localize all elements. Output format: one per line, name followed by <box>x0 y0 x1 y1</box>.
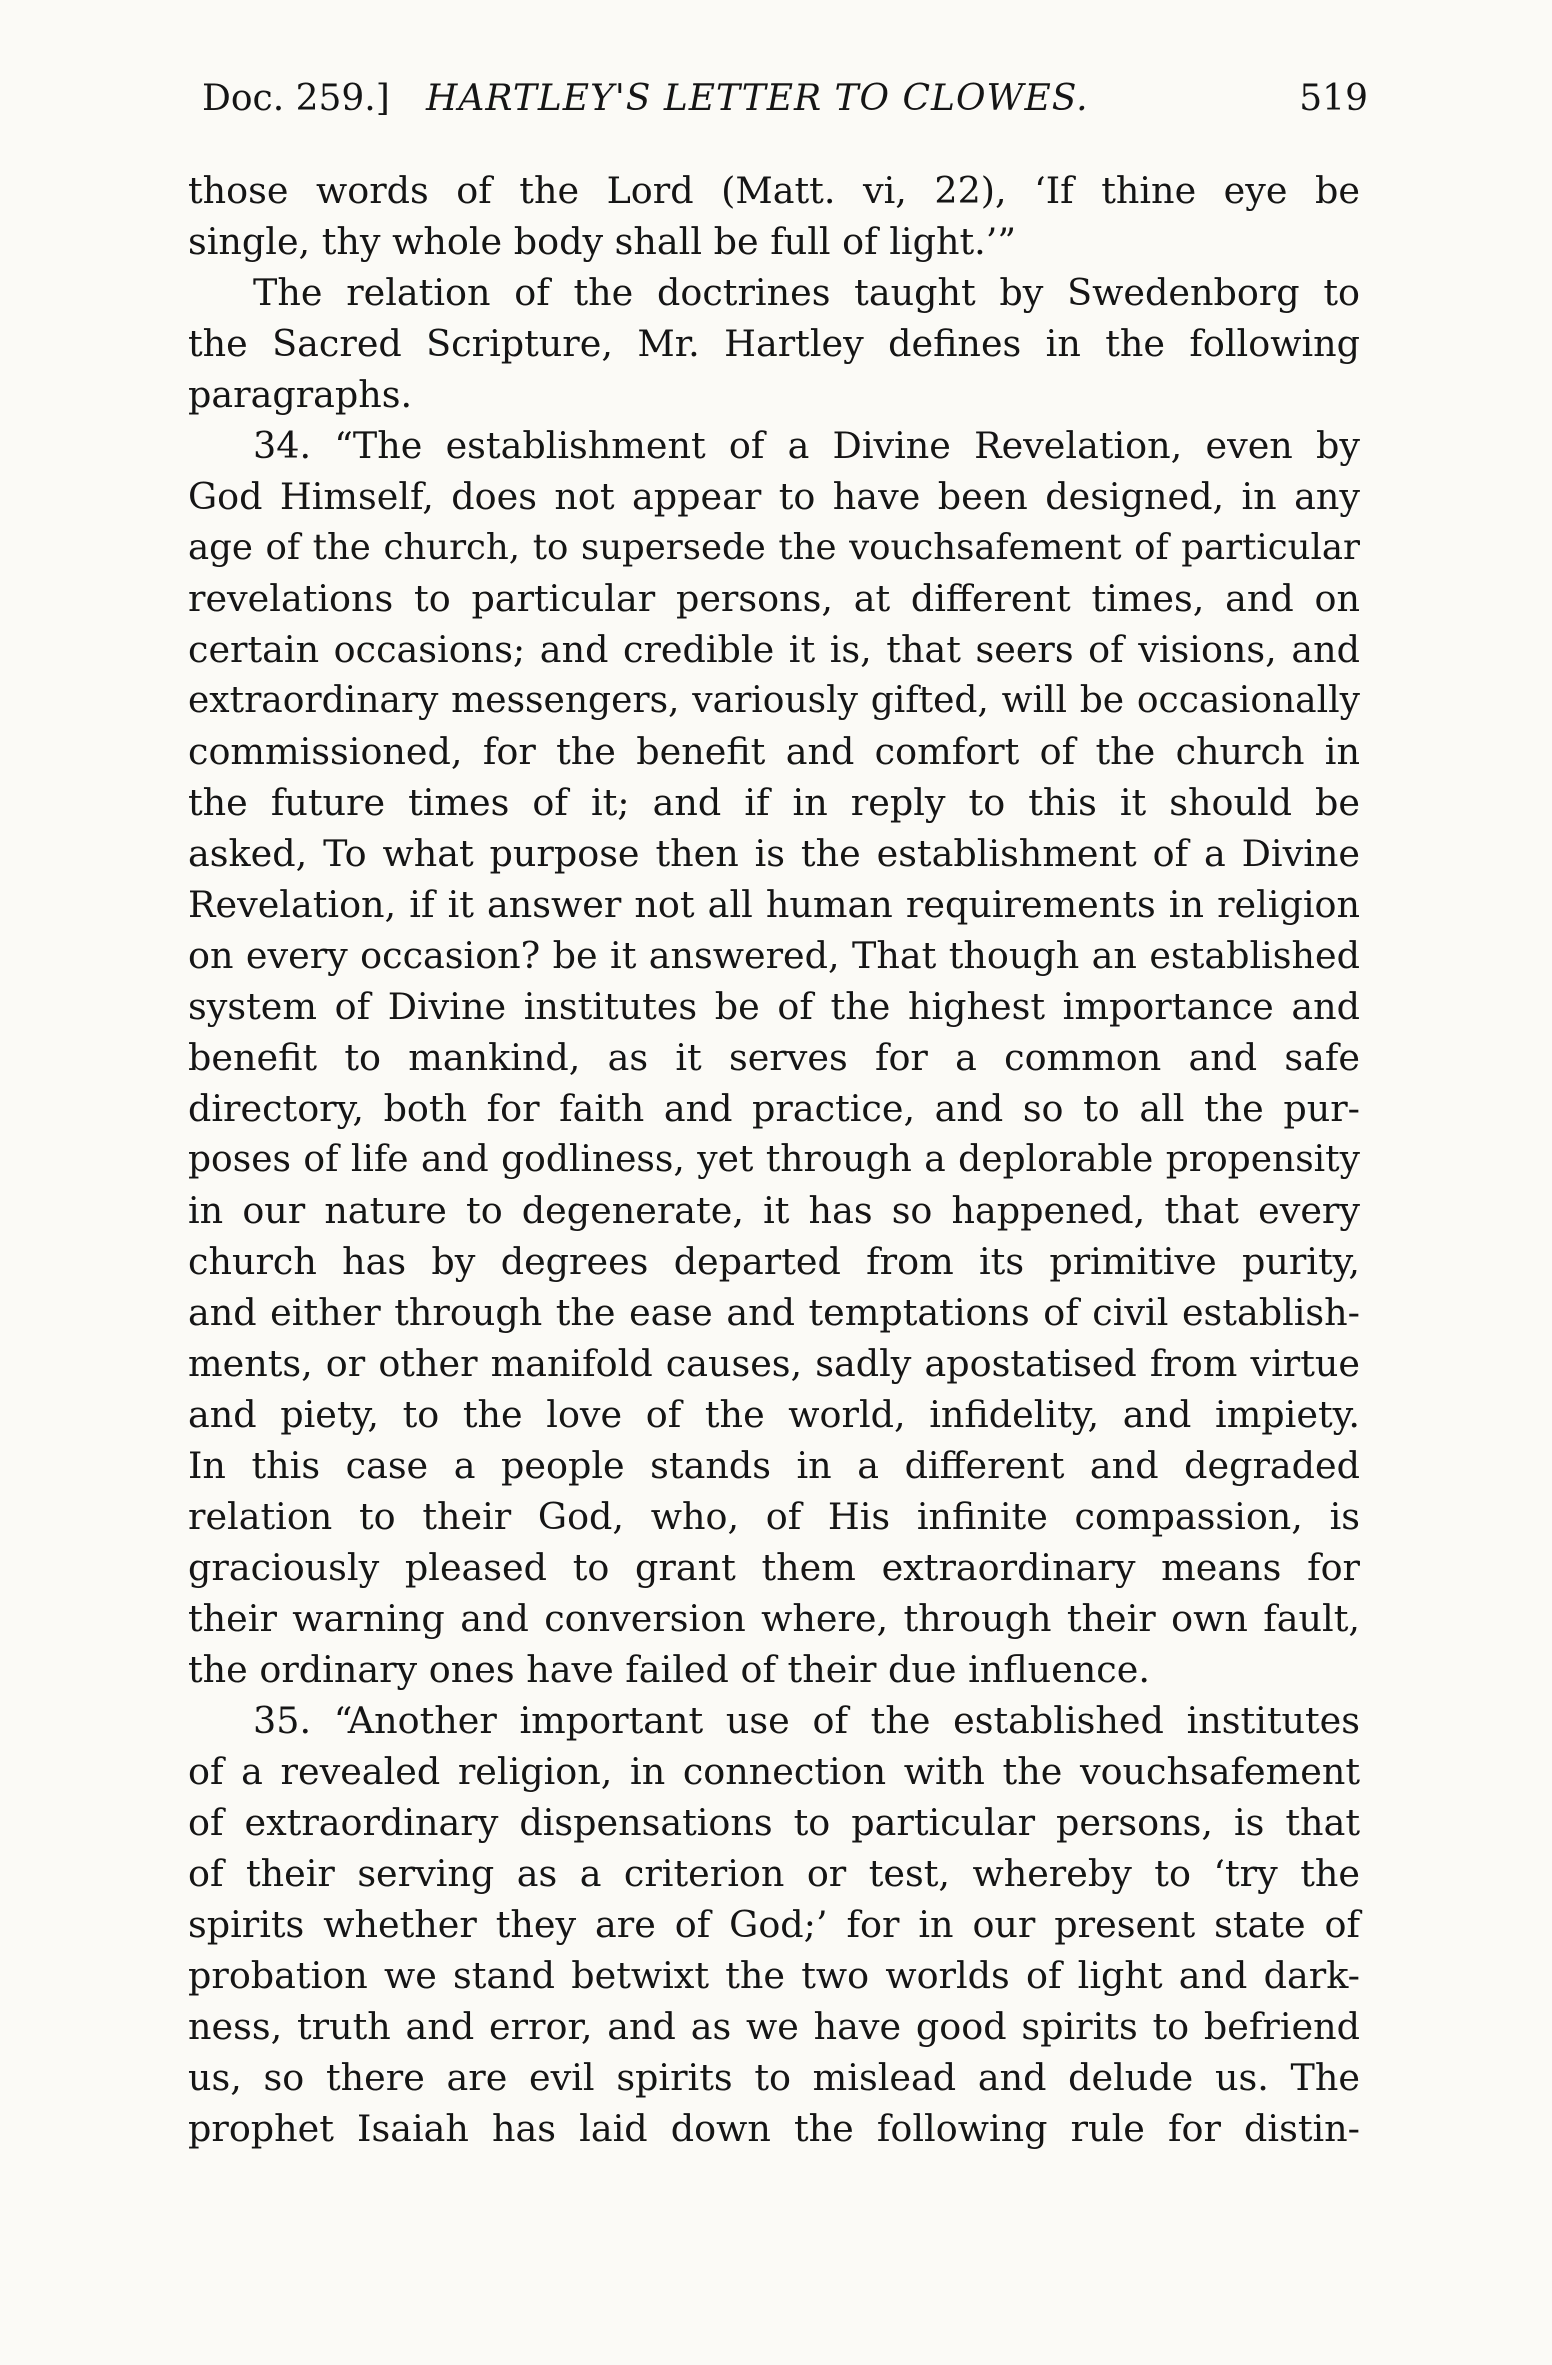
text-line: and either through the ease and temptations of civil establish- <box>188 1291 1360 1334</box>
text-line: The relation of the doctrines taught by Swedenborg to <box>253 271 1360 314</box>
text-line: church has by degrees departed from its primitive purity, <box>188 1240 1360 1283</box>
text-line: certain occasions; and credible it is, that seers of visions, and <box>188 628 1360 671</box>
text-line: in our nature to degenerate, it has so happened, that every <box>188 1189 1360 1232</box>
text-line: In this case a people stands in a different and degraded <box>188 1444 1360 1487</box>
document-reference: Doc. 259.] <box>202 78 390 119</box>
text-line: single, thy whole body shall be full of light.’” <box>188 220 1017 263</box>
text-line: God Himself, does not appear to have been designed, in any <box>188 475 1360 518</box>
text-line: poses of life and godliness, yet through a deplorable propensity <box>188 1139 1360 1180</box>
text-line: directory, both for faith and practice, and so to all the pur- <box>188 1087 1360 1130</box>
text-line: commissioned, for the benefit and comfort of the church in <box>188 730 1360 773</box>
text-line: of their serving as a criterion or test, whereby to ‘try the <box>188 1852 1360 1895</box>
text-line: the Sacred Scripture, Mr. Hartley defines in the following <box>188 322 1360 365</box>
text-line: the future times of it; and if in reply to this it should be <box>188 781 1360 824</box>
text-line: spirits whether they are of God;’ for in our present state of <box>188 1903 1360 1946</box>
text-line: ness, truth and error, and as we have good spirits to befriend <box>188 2005 1360 2048</box>
text-line: 34. “The establishment of a Divine Revelation, even by <box>253 424 1360 467</box>
text-line: of a revealed religion, in connection with the vouchsafement <box>188 1750 1360 1793</box>
text-line: the ordinary ones have failed of their due influence. <box>188 1648 1150 1691</box>
text-line: extraordinary messengers, variously gifted, will be occasionally <box>188 680 1360 721</box>
text-line: and piety, to the love of the world, infidelity, and impiety. <box>188 1393 1360 1436</box>
text-line: revelations to particular persons, at different times, and on <box>188 577 1360 620</box>
text-line: us, so there are evil spirits to mislead and delude us. The <box>188 2056 1360 2099</box>
text-line: their warning and conversion where, through their own fault, <box>188 1597 1360 1640</box>
text-line: ments, or other manifold causes, sadly apostatised from virtue <box>188 1342 1360 1385</box>
text-line: prophet Isaiah has laid down the following rule for distin- <box>188 2107 1360 2150</box>
text-line: relation to their God, who, of His infinite compassion, is <box>188 1495 1360 1538</box>
text-line: paragraphs. <box>188 373 413 416</box>
text-line: of extraordinary dispensations to particular persons, is that <box>188 1801 1360 1844</box>
page-number: 519 <box>1299 78 1368 119</box>
text-line: on every occasion? be it answered, That though an established <box>188 934 1360 977</box>
text-line: graciously pleased to grant them extraordinary means for <box>188 1546 1360 1589</box>
text-line: probation we stand betwixt the two worlds of light and dark- <box>188 1954 1360 1997</box>
text-line: those words of the Lord (Matt. vi, 22), ‘If thine eye be <box>188 169 1360 212</box>
text-line: system of Divine institutes be of the highest importance and <box>188 985 1360 1028</box>
text-line: asked, To what purpose then is the establishment of a Divine <box>188 832 1360 875</box>
running-header <box>202 74 1368 124</box>
running-title: HARTLEY'S LETTER TO CLOWES. <box>426 78 1089 119</box>
body-text <box>188 165 1360 2154</box>
text-line: 35. “Another important use of the established institutes <box>253 1699 1360 1742</box>
text-line: benefit to mankind, as it serves for a common and safe <box>188 1036 1360 1079</box>
text-line: age of the church, to supersede the vouchsafement of particular <box>188 527 1360 568</box>
text-line: Revelation, if it answer not all human requirements in religion <box>188 883 1360 926</box>
